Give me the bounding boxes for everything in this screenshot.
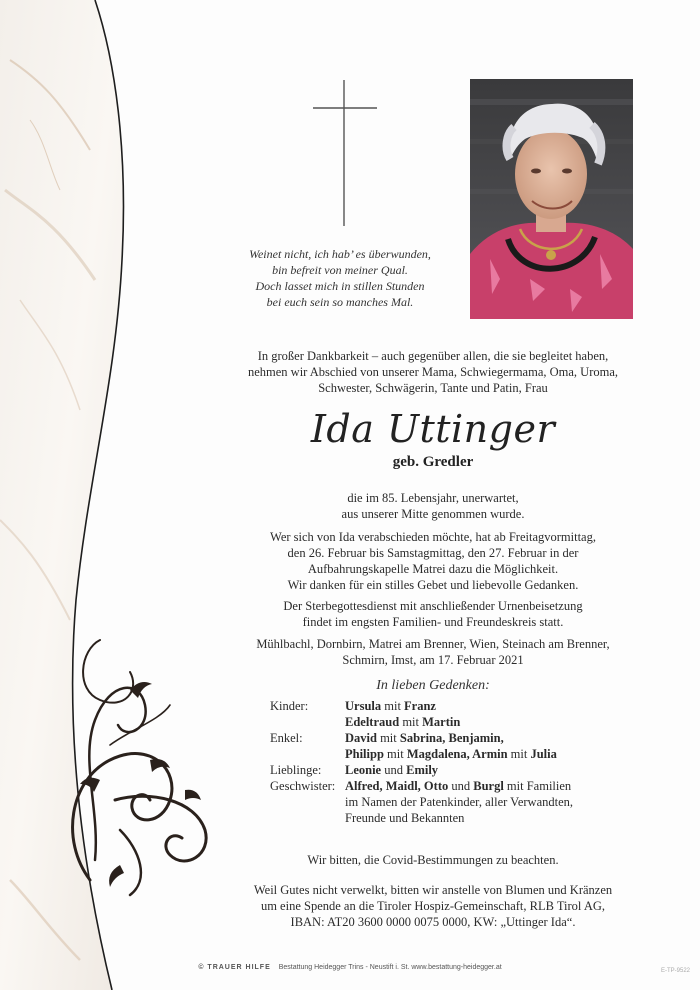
relatives-label [270, 746, 345, 762]
relatives-names [345, 762, 438, 778]
footer-logo: © TRAUER HILFE [198, 964, 271, 971]
relative-name: David [345, 731, 377, 745]
relative-name: Edeltraud [345, 715, 400, 729]
relative-connector: mit Familien [503, 779, 572, 793]
viewing-line: Wir danken für ein stilles Gebet und liebevolle Gedanken. [287, 578, 579, 592]
relatives-row [270, 794, 573, 810]
relative-name: Philipp [345, 747, 384, 761]
relatives-label [270, 714, 345, 730]
relatives-list [270, 698, 573, 826]
relative-connector: Freunde und Bekannten [345, 811, 465, 825]
viewing-line: Aufbahrungskapelle Matrei dazu die Möglichkeit. [307, 562, 559, 576]
intro-line: Schwester, Schwägerin, Tante und Patin, Frau [318, 381, 548, 395]
relative-connector: mit [399, 715, 423, 729]
donation-text [195, 882, 671, 930]
donation-line: IBAN: AT20 3600 0000 0075 0000, KW: „Uttinger Ida“. [290, 915, 576, 929]
cross-icon [313, 80, 377, 226]
poem-line: bei euch sein so manches Mal. [266, 295, 414, 309]
relatives-row [270, 810, 573, 826]
relatives-label: Enkel: [270, 731, 303, 745]
funeral-line: Der Sterbegottesdienst mit anschließender Urnenbeisetzung [283, 599, 583, 613]
relatives-names [345, 810, 464, 826]
viewing-text [210, 529, 656, 593]
memory-heading: In lieben Gedenken: [376, 678, 490, 693]
places-date-line: Mühlbachl, Dornbirn, Matrei am Brenner, Wien, Steinach am Brenner, [256, 637, 610, 651]
relatives-names [345, 730, 504, 746]
relative-connector: mit [383, 747, 407, 761]
viewing-line: Wer sich von Ida verabschieden möchte, hat ab Freitagvormittag, [270, 530, 596, 544]
relatives-label: Kinder: [270, 699, 309, 713]
donation-line: um eine Spende an die Tiroler Hospiz-Gemeinschaft, RLB Tirol AG, [260, 899, 606, 913]
footer [0, 964, 700, 971]
poem-line: Doch lasset mich in stillen Stunden [255, 279, 425, 293]
relatives-names [345, 714, 460, 730]
relative-name: Julia [530, 747, 557, 761]
death-notice-line: aus unserer Mitte genommen wurde. [341, 507, 525, 521]
relatives-label [270, 794, 345, 810]
relative-name: Martin [422, 715, 461, 729]
relative-connector: im Namen der Patenkinder, aller Verwandten, [345, 795, 574, 809]
relative-name: Sabrina, Benjamin, [399, 731, 504, 745]
poem-line: Weinet nicht, ich hab’ es überwunden, [249, 247, 431, 261]
ornament-swirl [73, 640, 207, 895]
portrait-photo [470, 79, 633, 319]
relatives-row [270, 746, 573, 762]
relatives-row [270, 778, 573, 794]
deceased-name: Ida Uttinger [310, 407, 556, 451]
relative-name: Emily [406, 763, 439, 777]
death-notice-line: die im 85. Lebensjahr, unerwartet, [347, 491, 519, 505]
places-date [210, 636, 656, 668]
relative-name: Franz [404, 699, 436, 713]
relatives-label: Lieblinge: [270, 763, 322, 777]
viewing-line: den 26. Februar bis Samstagmittag, den 27. Februar in der [287, 546, 579, 560]
relative-name: Burgl [473, 779, 504, 793]
covid-note [210, 852, 656, 868]
relative-connector: mit [381, 699, 405, 713]
relative-name: Leonie [345, 763, 382, 777]
relatives-label: Geschwister: [270, 779, 336, 793]
poem [222, 246, 458, 310]
relatives-row [270, 762, 573, 778]
intro-line: nehmen wir Abschied von unserer Mama, Schwiegermama, Oma, Uroma, [247, 365, 619, 379]
relatives-row [270, 730, 573, 746]
places-date-line: Schmirn, Imst, am 17. Februar 2021 [342, 653, 524, 667]
relatives-names [345, 698, 436, 714]
footer-text: Bestattung Heidegger Trins - Neustift i. St. www.bestattung-heidegger.at [278, 964, 502, 971]
poem-line: bin befreit von meiner Qual. [272, 263, 408, 277]
covid-note-text: Wir bitten, die Covid-Bestimmungen zu beachten. [307, 853, 559, 867]
relatives-names [345, 794, 573, 810]
relatives-label [270, 810, 345, 826]
relative-connector: und [381, 763, 407, 777]
relatives-row [270, 698, 573, 714]
relatives-names [345, 746, 557, 762]
intro-line: In großer Dankbarkeit – auch gegenüber allen, die sie begleitet haben, [257, 349, 609, 363]
funeral-text [210, 598, 656, 630]
relatives-names [345, 778, 571, 794]
funeral-line: findet im engsten Familien- und Freundeskreis statt. [302, 615, 564, 629]
maiden-name: geb. Gredler [392, 454, 474, 470]
relative-name: Alfred, Maidl, Otto [345, 779, 449, 793]
relative-connector: mit [376, 731, 400, 745]
death-notice [210, 490, 656, 522]
donation-line: Weil Gutes nicht verwelkt, bitten wir anstelle von Blumen und Kränzen [253, 883, 613, 897]
relative-name: Magdalena, Armin [406, 747, 508, 761]
intro-text [210, 348, 656, 396]
relative-connector: mit [507, 747, 531, 761]
relative-connector: und [448, 779, 474, 793]
relatives-row [270, 714, 573, 730]
relative-name: Ursula [345, 699, 382, 713]
corner-code: E-TP-9522 [660, 968, 690, 974]
